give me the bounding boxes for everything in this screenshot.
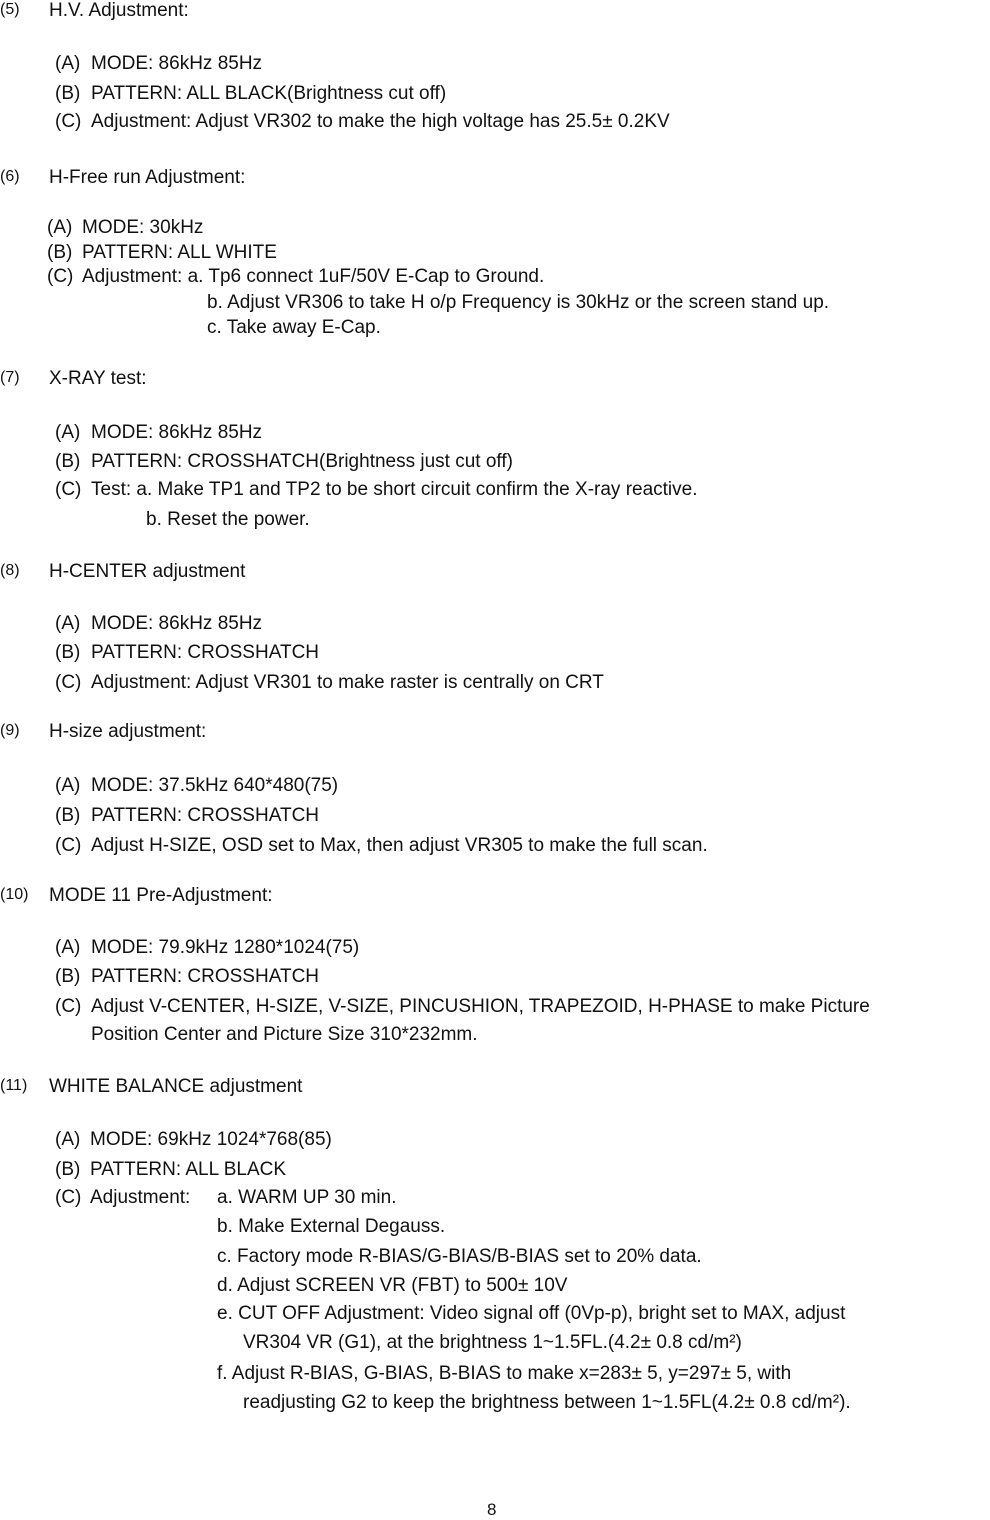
section-11-step-c: c. Factory mode R-BIAS/G-BIAS/B-BIAS set to 20% data. bbox=[217, 1246, 702, 1267]
section-11-step-f-continuation: readjusting G2 to keep the brightness between 1~1.5FL(4.2± 0.8 cd/m²). bbox=[243, 1392, 851, 1413]
section-7-number: (7) bbox=[0, 369, 20, 386]
section-9-number: (9) bbox=[0, 722, 20, 739]
section-11-step-b: b. Make External Degauss. bbox=[217, 1216, 446, 1237]
section-9-item-a-text: MODE: 37.5kHz 640*480(75) bbox=[91, 775, 339, 796]
section-6-item-a-text: MODE: 30kHz bbox=[82, 217, 204, 238]
section-11-title: WHITE BALANCE adjustment bbox=[49, 1076, 303, 1097]
section-10-item-c-text: Adjust V-CENTER, H-SIZE, V-SIZE, PINCUSHION, TRAPEZOID, H-PHASE to make Picture bbox=[91, 996, 870, 1017]
section-6-item-b-label: (B) bbox=[47, 242, 73, 263]
section-11-number: (11) bbox=[0, 1077, 28, 1094]
section-5-item-b-text: PATTERN: ALL BLACK(Brightness cut off) bbox=[91, 83, 447, 104]
section-10-item-b-text: PATTERN: CROSSHATCH bbox=[91, 966, 320, 987]
section-11-step-a: a. WARM UP 30 min. bbox=[217, 1187, 397, 1208]
section-9-item-b-text: PATTERN: CROSSHATCH bbox=[91, 805, 320, 826]
section-11-step-f: f. Adjust R-BIAS, G-BIAS, B-BIAS to make x=283± 5, y=297± 5, with bbox=[217, 1363, 792, 1384]
section-5-item-a-text: MODE: 86kHz 85Hz bbox=[91, 53, 263, 74]
section-6-number: (6) bbox=[0, 168, 20, 185]
section-9-item-b-label: (B) bbox=[55, 805, 81, 826]
section-8-item-b-label: (B) bbox=[55, 642, 81, 663]
section-8-item-c-label: (C) bbox=[55, 672, 82, 693]
section-6-title: H-Free run Adjustment: bbox=[49, 167, 246, 188]
section-11-step-e-continuation: VR304 VR (G1), at the brightness 1~1.5FL.(4.2± 0.8 cd/m²) bbox=[243, 1332, 742, 1353]
section-8-number: (8) bbox=[0, 562, 20, 579]
section-7-item-b-label: (B) bbox=[55, 451, 81, 472]
section-5-item-c-label: (C) bbox=[55, 111, 82, 132]
section-5-title: H.V. Adjustment: bbox=[49, 0, 189, 21]
section-10-item-b-label: (B) bbox=[55, 966, 81, 987]
section-9-title: H-size adjustment: bbox=[49, 721, 207, 742]
section-5-item-b-label: (B) bbox=[55, 83, 81, 104]
section-8-item-b-text: PATTERN: CROSSHATCH bbox=[91, 642, 320, 663]
section-10-item-a-text: MODE: 79.9kHz 1280*1024(75) bbox=[91, 937, 360, 958]
section-8-title: H-CENTER adjustment bbox=[49, 561, 246, 582]
section-8-item-a-text: MODE: 86kHz 85Hz bbox=[91, 613, 263, 634]
section-7-item-c-text: Test: a. Make TP1 and TP2 to be short circuit confirm the X-ray reactive. bbox=[91, 479, 698, 500]
section-7-item-b-text: PATTERN: CROSSHATCH(Brightness just cut off) bbox=[91, 451, 513, 472]
page-number: 8 bbox=[487, 1500, 497, 1519]
section-9-item-a-label: (A) bbox=[55, 775, 81, 796]
section-7-item-a-label: (A) bbox=[55, 422, 81, 443]
section-8-item-c-text: Adjustment: Adjust VR301 to make raster is centrally on CRT bbox=[91, 672, 604, 693]
section-5-number: (5) bbox=[0, 1, 20, 18]
section-9-item-c-label: (C) bbox=[55, 835, 82, 856]
section-11-step-e: e. CUT OFF Adjustment: Video signal off (0Vp-p), bright set to MAX, adjust bbox=[217, 1303, 846, 1324]
section-11-item-b-label: (B) bbox=[55, 1159, 81, 1180]
section-6-step-c: c. Take away E-Cap. bbox=[207, 317, 381, 338]
section-11-item-c-text: Adjustment: bbox=[90, 1187, 191, 1208]
section-10-item-c-continuation: Position Center and Picture Size 310*232mm. bbox=[91, 1024, 478, 1045]
section-8-item-a-label: (A) bbox=[55, 613, 81, 634]
section-6-item-c-text: Adjustment: a. Tp6 connect 1uF/50V E-Cap to Ground. bbox=[82, 266, 545, 287]
section-11-item-b-text: PATTERN: ALL BLACK bbox=[90, 1159, 287, 1180]
section-10-number: (10) bbox=[0, 886, 29, 903]
section-11-item-c-label: (C) bbox=[55, 1187, 82, 1208]
section-6-item-c-label: (C) bbox=[47, 266, 74, 287]
section-6-item-a-label: (A) bbox=[47, 217, 73, 238]
section-7-item-c-label: (C) bbox=[55, 479, 82, 500]
section-7-step-b: b. Reset the power. bbox=[146, 509, 310, 530]
section-7-item-a-text: MODE: 86kHz 85Hz bbox=[91, 422, 263, 443]
section-9-item-c-text: Adjust H-SIZE, OSD set to Max, then adjust VR305 to make the full scan. bbox=[91, 835, 708, 856]
section-11-item-a-text: MODE: 69kHz 1024*768(85) bbox=[90, 1129, 332, 1150]
section-10-item-c-label: (C) bbox=[55, 996, 82, 1017]
section-6-step-b: b. Adjust VR306 to take H o/p Frequency is 30kHz or the screen stand up. bbox=[207, 292, 830, 313]
section-10-item-a-label: (A) bbox=[55, 937, 81, 958]
section-5-item-c-text: Adjustment: Adjust VR302 to make the high voltage has 25.5± 0.2KV bbox=[91, 111, 670, 132]
section-7-title: X-RAY test: bbox=[49, 368, 147, 389]
section-10-title: MODE 11 Pre-Adjustment: bbox=[49, 885, 273, 906]
section-11-item-a-label: (A) bbox=[55, 1129, 81, 1150]
section-6-item-b-text: PATTERN: ALL WHITE bbox=[82, 242, 277, 263]
section-5-item-a-label: (A) bbox=[55, 53, 81, 74]
section-11-step-d: d. Adjust SCREEN VR (FBT) to 500± 10V bbox=[217, 1275, 568, 1296]
